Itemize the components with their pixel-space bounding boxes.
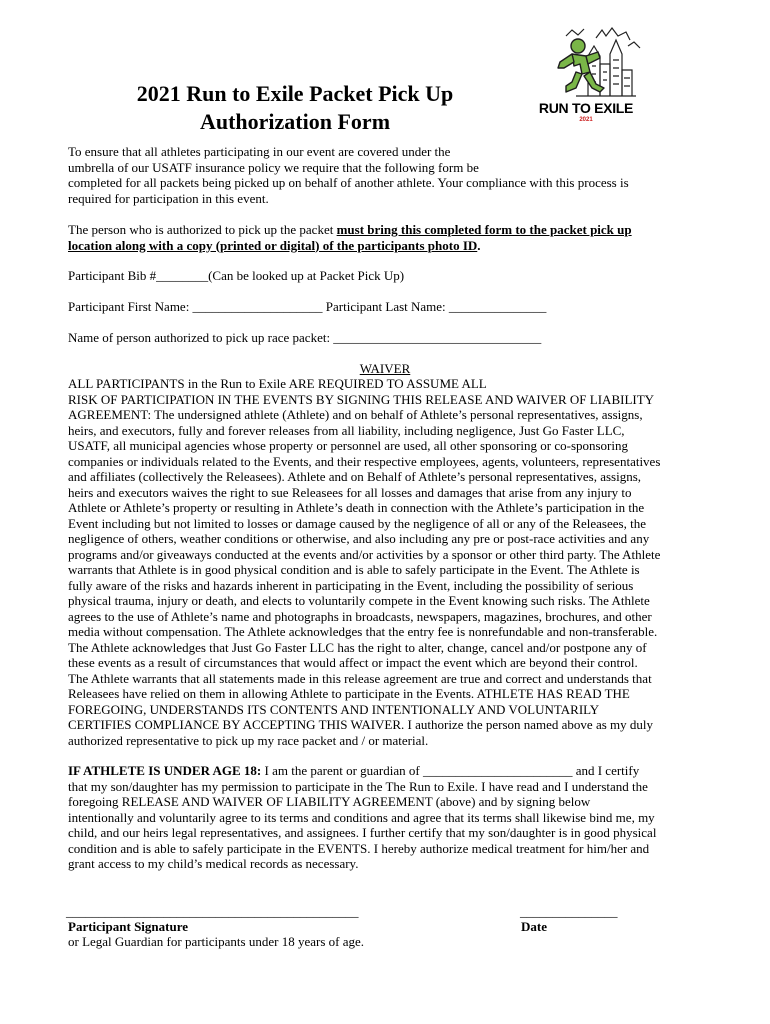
waiver-line: FOREGOING, UNDERSTANDS ITS CONTENTS AND INTENTIONALLY AND VOLUNTARILY: [68, 701, 600, 717]
participant-signature-label: Participant Signature: [68, 919, 189, 934]
waiver-line: these events as a result of circumstances that would affect or impact the event which are beyond their control.: [68, 655, 638, 670]
logo-year: 2021: [579, 117, 593, 123]
title-line-2: Authorization Form: [199, 109, 391, 134]
waiver-line: heirs, and executors, fully and forever releases from all liability, including negligence, Just Go Faster LLC,: [68, 422, 625, 438]
intro-paragraph: [68, 144, 708, 206]
logo-text: RUN TO EXILE: [538, 100, 634, 116]
waiver-line: RISK OF PARTICIPATION IN THE EVENTS BY SIGNING THIS RELEASE AND WAIVER OF LIABILITY: [68, 391, 655, 407]
signature-line[interactable]: _____________________________________________: [66, 904, 359, 919]
authorization-paragraph: [68, 222, 708, 253]
waiver-line: negligence of others, weather conditions or otherwise, and also including any pre or post-race activities and any: [68, 531, 650, 546]
minor-heading: IF ATHLETE IS UNDER AGE 18:: [68, 763, 262, 778]
waiver-heading: WAIVER: [359, 361, 411, 376]
authorized-person-field[interactable]: Name of person authorized to pick up race packet: ________________________________: [68, 330, 542, 345]
waiver-line: and affiliates (collectively the Releasees). Athlete and on Behalf of Athlete’s personal representatives, assigns,: [68, 469, 642, 484]
guardian-note: or Legal Guardian for participants under 18 years of age.: [68, 934, 364, 949]
minor-lead-line: [68, 763, 708, 779]
intro-line: umbrella of our USATF insurance policy we require that the following form be: [68, 159, 479, 175]
date-line[interactable]: _______________: [520, 904, 618, 919]
page-title: [100, 80, 490, 136]
title-line-1: 2021 Run to Exile Packet Pick Up: [136, 81, 454, 106]
intro-line: To ensure that all athletes participating in our event are covered under the: [68, 144, 451, 159]
date-label: Date: [521, 919, 547, 934]
waiver-line: USATF, all municipal agencies whose property or personnel are used, all other sponsoring or co-sponsoring: [68, 438, 629, 453]
waiver-line: authorized representative to pick up my race packet and / or material.: [68, 732, 429, 748]
waiver-line: programs and/or giveaways conducted at the events and/or activities by a sponsor or other third party. The Athlete: [68, 546, 661, 562]
minor-line: foregoing RELEASE AND WAIVER OF LIABILITY AGREEMENT (above) and by signing below: [68, 794, 591, 809]
running-man-logo-icon: [536, 26, 648, 102]
waiver-line: Releasees have relied on them in allowing Athlete to participate in the Events. ATHLETE HAS READ THE: [68, 686, 630, 701]
participant-bib-field[interactable]: Participant Bib #________(Can be looked up at Packet Pick Up): [68, 268, 405, 283]
authorization-requirement: location along with a copy (printed or digital) of the participants photo ID: [68, 237, 478, 253]
minor-line: intentionally and voluntarily agree to its terms and conditions and agree that its terms shall likewise bind me, my: [68, 809, 655, 825]
waiver-line: Athlete or Athlete’s property or resulting in Athlete’s death in connection with the Athlete’s participation in the: [68, 500, 645, 515]
minor-line: grant access to my child’s medical records as necessary.: [68, 856, 359, 871]
intro-line: completed for all packets being picked up on behalf of another athlete. Your compliance with this process is: [68, 175, 629, 190]
minor-consent-paragraph: [68, 763, 708, 872]
waiver-line: warrants that Athlete is in good physical condition and is able to safely participate in the Event. The Athlete is: [68, 562, 640, 577]
waiver-line: heirs and executors waives the right to sue Releasees for all losses and damages that arise from any injury to: [68, 484, 632, 500]
authorization-line-2: [68, 238, 708, 254]
minor-line: condition and is able to safely participate in the EVENTS. I hereby authorize medical treatment for him/her and: [68, 840, 650, 856]
authorization-period: .: [477, 237, 481, 253]
waiver-text: [68, 376, 708, 748]
waiver-line: ALL PARTICIPANTS in the Run to Exile ARE REQUIRED TO ASSUME ALL: [68, 376, 487, 391]
waiver-line: companies or individuals related to the Events, and their respective employees, agents, volunteers, representatives: [68, 453, 661, 469]
waiver-line: physical trauma, injury or death, and elects to voluntarily compete in the Event knowing such risks. The Athlete: [68, 593, 650, 608]
guardian-of-field[interactable]: I am the parent or guardian of _______________________ and I certify: [261, 763, 640, 778]
authorization-text: The person who is authorized to pick up the packet: [68, 222, 337, 237]
waiver-line: fully aware of the risks and hazards inherent in participating in the Event, including the possibility of serious: [68, 577, 634, 593]
waiver-line: Event including but not limited to losses or damage caused by the negligence of all or any of the Releasees, the: [68, 515, 646, 531]
waiver-line: AGREEMENT: The undersigned athlete (Athlete) and on behalf of Athlete’s personal representatives, assigns,: [68, 407, 643, 422]
participant-name-fields[interactable]: Participant First Name: ____________________ Participant Last Name: _______________: [68, 299, 547, 314]
waiver-line: The Athlete acknowledges that Just Go Faster LLC has the right to alter, change, cancel and/or postpone any of: [68, 639, 647, 655]
waiver-line: agrees to the use of Athlete’s name and photographs in broadcasts, newspapers, magazines, brochures, and other: [68, 608, 652, 624]
minor-line: that my son/daughter has my permission to participate in the The Run to Exile. I have read and I understand the: [68, 778, 648, 794]
waiver-line: The Athlete warrants that all statements made in this release agreement are true and correct and understands that: [68, 670, 652, 686]
authorization-line-1: [68, 222, 708, 238]
run-to-exile-logo: [536, 26, 648, 128]
waiver-line: media without compensation. The Athlete acknowledges that the entry fee is nonrefundable and non-transferable.: [68, 624, 658, 639]
waiver-line: CERTIFIES COMPLIANCE BY ACCEPTING THIS WAIVER. I authorize the person named above as my duly: [68, 717, 654, 732]
minor-line: child, and our heirs legal representatives, and assignees. I further certify that my son/daughter is in good physical: [68, 825, 657, 840]
intro-line: required for participation in this event.: [68, 190, 269, 206]
authorization-requirement: must bring this completed form to the packet pick up: [336, 222, 632, 237]
